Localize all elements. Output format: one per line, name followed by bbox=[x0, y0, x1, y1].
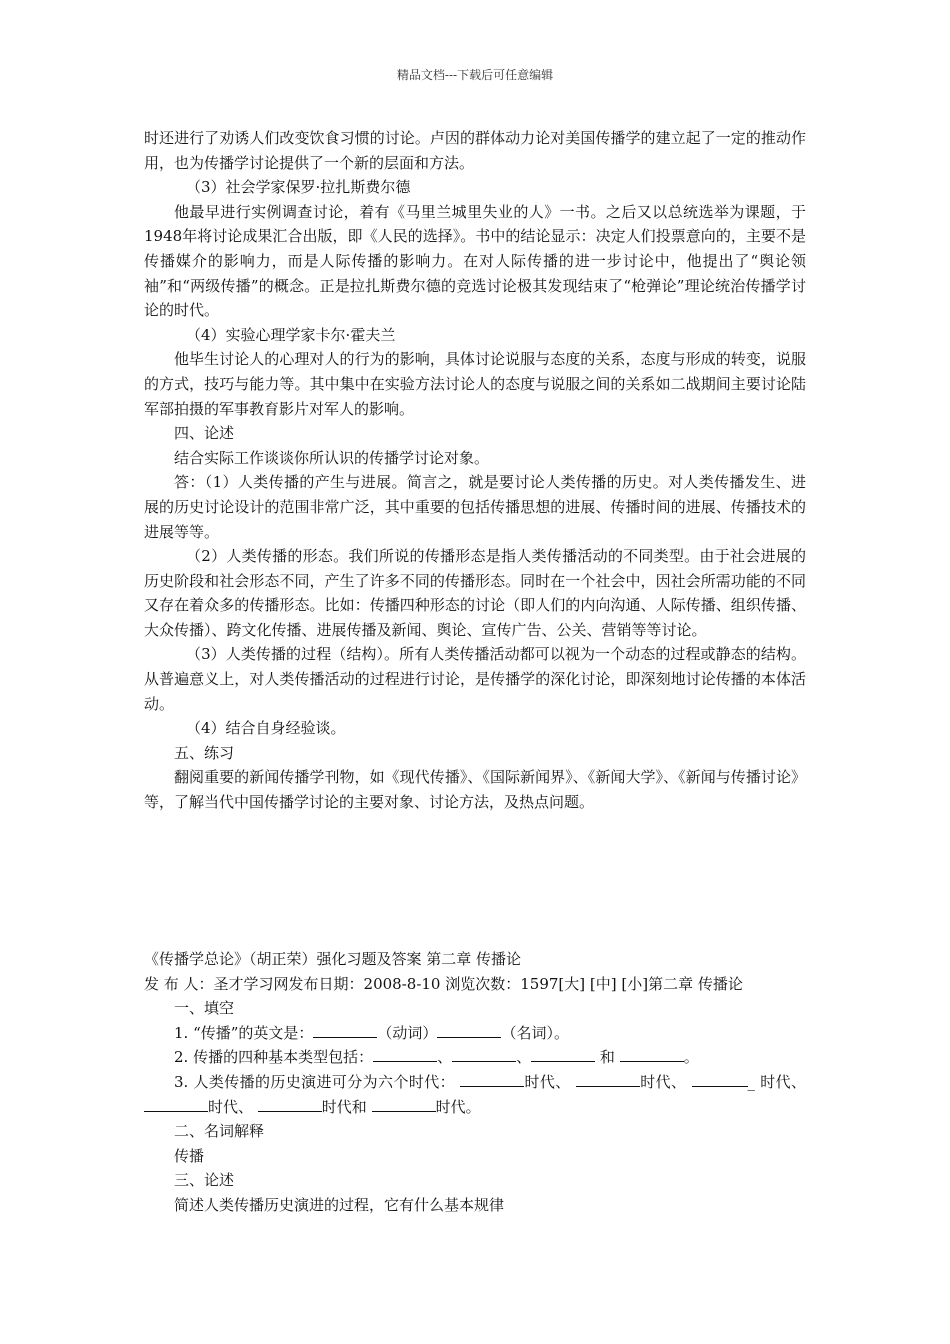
answer-blank bbox=[531, 1047, 595, 1062]
document-body-part1 bbox=[144, 126, 806, 815]
fill-question-3: 3. 人类传播的历史演进可分为六个时代： 时代、 时代、 _ 时代、 时代、 时代和 时代。 bbox=[144, 1070, 806, 1119]
question: 结合实际工作谈谈你所认识的传播学讨论对象。 bbox=[174, 448, 490, 467]
answer-paragraph: （3）人类传播的过程（结构）。所有人类传播活动都可以视为一个动态的过程或静态的结构。从普遍意义上，对人类传播活动的过程进行讨论，是传播学的深化讨论，即深刻地讨论传播的本体活动。 bbox=[144, 645, 806, 713]
answer-blank bbox=[372, 1097, 436, 1112]
answer-blank bbox=[452, 1047, 516, 1062]
paragraph: 翻阅重要的新闻传播学刊物，如《现代传播》、《国际新闻界》、《新闻大学》、《新闻与传播讨论》等，了解当代中国传播学讨论的主要对象、讨论方法，及热点问题。 bbox=[144, 768, 806, 812]
section-heading: 一、填空 bbox=[174, 999, 235, 1018]
section-heading: 四、论述 bbox=[174, 424, 235, 443]
answer-paragraph: （2）人类传播的形态。我们所说的传播形态是指人类传播活动的不同类型。由于社会进展的历史阶段和社会形态不同，产生了许多不同的传播形态。同时在一个社会中，因社会所需功能的不同又存在着众多的传播形态。比如：传播四种形态的讨论（即人们的内向沟通、人际传播、组织传播、大众传播）、跨文化传播、进展传播及新闻、舆论、宣传广告、公关、营销等等讨论。 bbox=[144, 547, 806, 639]
answer-blank bbox=[144, 1097, 208, 1112]
article-title: 《传播学总论》（胡正荣）强化习题及答案 第二章 传播论 bbox=[144, 950, 522, 968]
essay-question: 简述人类传播历史演进的过程，它有什么基本规律 bbox=[174, 1195, 505, 1214]
answer-blank bbox=[620, 1047, 684, 1062]
paragraph: 时还进行了劝诱人们改变饮食习惯的讨论。卢因的群体动力论对美国传播学的建立起了一定的推动作用，也为传播学讨论提供了一个新的层面和方法。 bbox=[144, 129, 806, 172]
answer-blank bbox=[313, 1023, 377, 1038]
answer-blank bbox=[692, 1072, 748, 1087]
article-meta: 发 布 人：圣才学习网发布日期：2008-8-10 浏览次数：1597[大] [中] [小]第二章 传播论 bbox=[144, 974, 743, 993]
subheading: （4）实验心理学家卡尔·霍夫兰 bbox=[186, 325, 396, 344]
answer-paragraph: 答：（1）人类传播的产生与进展。简言之，就是要讨论人类传播的历史。对人类传播发生、进展的历史讨论设计的范围非常广泛，其中重要的包括传播思想的进展、传播时间的进展、传播技术的进展等等。 bbox=[144, 473, 806, 541]
paragraph: 他毕生讨论人的心理对人的行为的影响，具体讨论说服与态度的关系，态度与形成的转变，说服的方式，技巧与能力等。其中集中在实验方法讨论人的态度与说服之间的关系如二战期间主要讨论陆军部拍摄的军事教育影片对军人的影响。 bbox=[144, 350, 806, 418]
subheading: （3）社会学家保罗·拉扎斯费尔德 bbox=[186, 178, 411, 197]
fill-question-2: 2. 传播的四种基本类型包括： 、 、 和 。 bbox=[174, 1048, 699, 1067]
section-heading: 二、名词解释 bbox=[174, 1122, 265, 1141]
answer-blank bbox=[437, 1023, 501, 1038]
answer-blank bbox=[258, 1097, 322, 1112]
answer-blank bbox=[373, 1047, 437, 1062]
document-body-part2 bbox=[144, 947, 806, 1218]
section-heading: 五、练习 bbox=[174, 743, 235, 762]
paragraph: 他最早进行实例调查讨论，着有《马里兰城里失业的人》一书。之后又以总统选举为课题，于1948年将讨论成果汇合出版，即《人民的选择》。书中的结论显示：决定人们投票意向的，主要不是传播媒介的影响力，而是人际传播的影响力。在对人际传播的进一步讨论中，他提出了“舆论领袖”和“两级传播”的概念。正是拉扎斯费尔德的竞选讨论极其发现结束了“枪弹论”理论统治传播学讨论的时代。 bbox=[144, 202, 806, 320]
term: 传播 bbox=[174, 1146, 205, 1165]
fill-question-1: 1. “传播”的英文是： （动词） （名词）。 bbox=[174, 1023, 569, 1042]
answer-paragraph: （4）结合自身经验谈。 bbox=[186, 719, 346, 738]
section-heading: 三、论述 bbox=[174, 1171, 235, 1190]
page-header: 精品文档---下载后可任意编辑 bbox=[396, 68, 554, 82]
answer-blank bbox=[576, 1072, 640, 1087]
answer-blank bbox=[460, 1072, 524, 1087]
